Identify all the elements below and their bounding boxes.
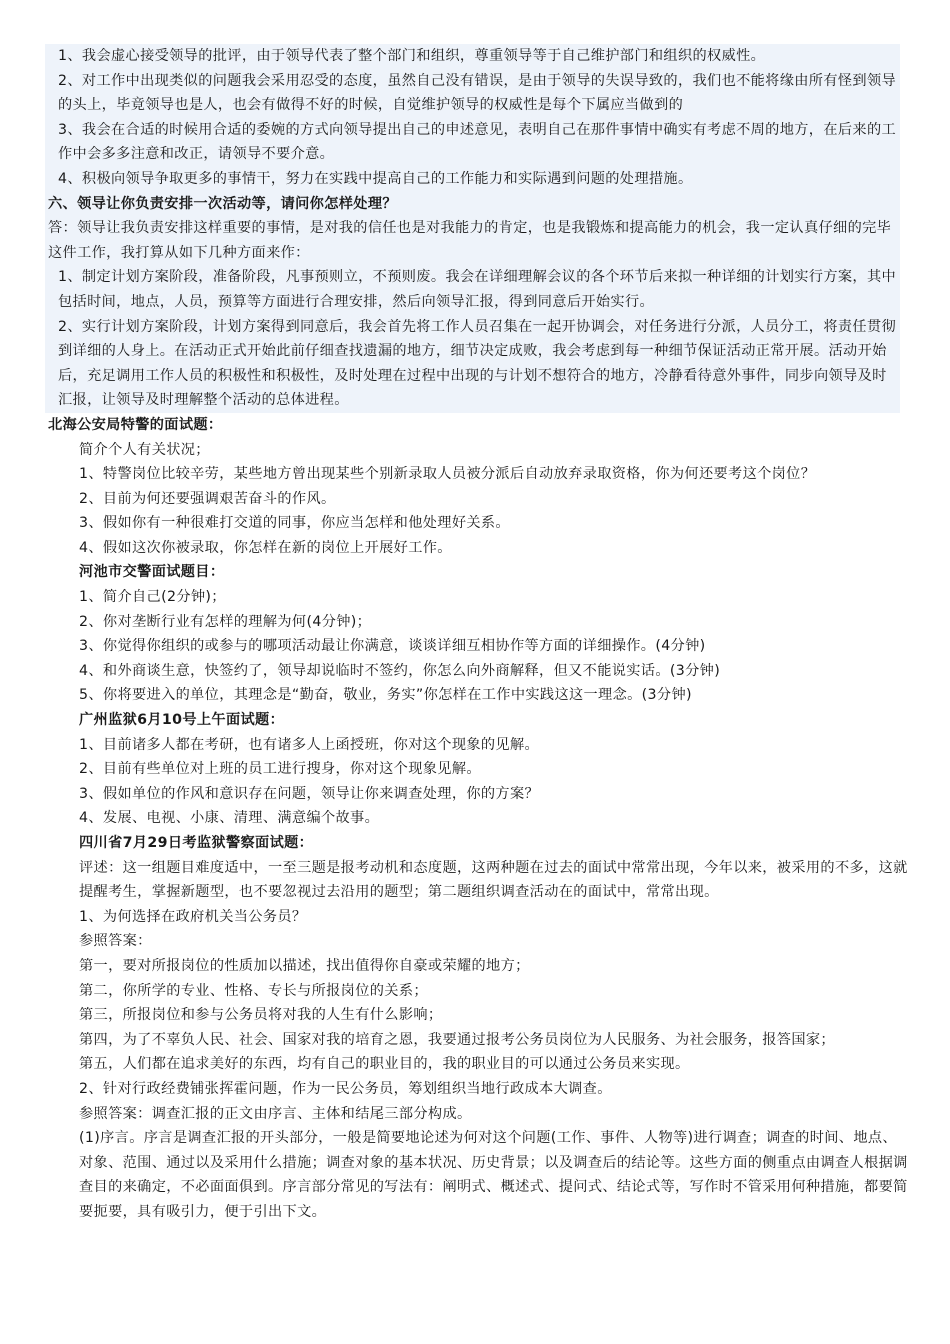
highlighted-block — [45, 44, 900, 413]
sichuan-question-1: 1、为何选择在政府机关当公务员？ — [79, 908, 307, 925]
guangzhou-item-4: 4、发展、电视、小康、清理、满意编个故事。 — [79, 810, 380, 827]
section-six-step-2: 2、实行计划方案阶段，计划方案得到同意后，我会首先将工作人员召集在一起开协调会，对任务进行分派，人员分工，将责任贯彻到详细的人身上。在活动正式开始此前仔细查找遗漏的地方，细节决定成败，我会考虑到每一种细节保证活动正常开展。活动开始后，充足调用工作人员的积极性和积极性，及时处理在过程中出现的与计划不想符合的地方，冷静看待意外事件，同步向领导及时汇报，让领导及时理解整个活动的总体进程。 — [58, 318, 897, 409]
guangzhou-item-3: 3、假如单位的作风和意识存在问题，领导让你来调查处理，你的方案？ — [79, 785, 540, 802]
paragraph-a1: 1、我会虚心接受领导的批评，由于领导代表了整个部门和组织，尊重领导等于自己维护部门和组织的权威性。 — [58, 48, 766, 64]
paragraph-a4: 4、积极向领导争取更多的事情干，努力在实践中提高自己的工作能力和实际遇到问题的处理措施。 — [58, 170, 693, 187]
section-six-step-1: 1、制定计划方案阶段，准备阶段，凡事预则立，不预则废。我会在详细理解会议的各个环节后来拟一种详细的计划实行方案，其中包括时间，地点，人员，预算等方面进行合理安排，然后向领导汇报，得到同意后开始实行。 — [58, 269, 897, 310]
beihai-item-4: 4、假如这次你被录取，你怎样在新的岗位上开展好工作。 — [79, 539, 452, 556]
paragraph-a2: 2、对工作中出现类似的问题我会采用忍受的态度，虽然自己没有错误，是由于领导的失误导致的，我们也不能将缘由所有怪到领导的头上，毕竟领导也是人，也会有做得不好的时候，自觉维护领导的权威性是每个下属应当做到的 — [58, 72, 897, 114]
sichuan-point-3: 第三，所报岗位和参与公务员将对我的人生有什么影响； — [79, 1007, 443, 1024]
beihai-item-2: 2、目前为何还要强调艰苦奋斗的作风。 — [79, 490, 336, 507]
sichuan-question-2: 2、针对行政经费铺张挥霍问题，作为一民公务员，筹划组织当地行政成本大调查。 — [79, 1080, 612, 1097]
beihai-intro: 简介个人有关状况； — [79, 441, 210, 458]
sichuan-point-5: 第五，人们都在追求美好的东西，均有自己的职业目的，我的职业目的可以通过公务员来实现。 — [79, 1056, 690, 1073]
beihai-item-1: 1、特警岗位比较辛劳，某些地方曾出现某些个别新录取人员被分派后自动放弃录取资格，你为何还要考这个岗位？ — [79, 466, 816, 483]
hechi-item-3: 3、你觉得你组织的或参与的哪项活动最让你满意，谈谈详细互相协作等方面的详细操作。(4分钟) — [79, 638, 706, 655]
beihai-item-3: 3、假如你有一种很难打交道的同事，你应当怎样和他处理好关系。 — [79, 515, 510, 532]
section-six-heading: 六、领导让你负责安排一次活动等，请问你怎样处理？ — [48, 195, 397, 212]
sichuan-point-2: 第二，你所学的专业、性格、专长与所报岗位的关系； — [79, 982, 428, 999]
hechi-heading: 河池市交警面试题目： — [79, 564, 225, 581]
sichuan-comment: 评述：这一组题目难度适中，一至三题是报考动机和态度题，这两种题在过去的面试中常常出现，今年以来，被采用的不多，这就提醒考生，掌握新题型，也不要忽视过去沿用的题型；第二题组织调查活动在的面试中，常常出现。 — [79, 859, 908, 901]
hechi-item-5: 5、你将要进入的单位，其理念是“勤奋，敬业，务实”你怎样在工作中实践这这一理念。(3分钟) — [79, 687, 692, 704]
section-six-answer: 答：领导让我负责安排这样重要的事情，是对我的信任也是对我能力的肯定，也是我锻炼和提高能力的机会，我一定认真仔细的完毕这件工作，我打算从如下几种方面来作： — [48, 220, 892, 261]
sichuan-reference-2: 参照答案：调查汇报的正文由序言、主体和结尾三部分构成。 — [79, 1105, 472, 1122]
sichuan-point-1: 第一，要对所报岗位的性质加以描述，找出值得你自豪或荣耀的地方； — [79, 957, 530, 974]
paragraph-a3: 3、我会在合适的时候用合适的委婉的方式向领导提出自己的申述意见，表明自己在那件事情中确实有考虑不周的地方，在后来的工作中会多多注意和改正，请领导不要介意。 — [58, 121, 897, 163]
sichuan-preface: (1)序言。序言是调查汇报的开头部分，一般是简要地论述为何对这个问题(工作、事件、人物等)进行调查；调查的时间、地点、对象、范围、通过以及采用什么措施；调查对象的基本状况、历史背景；以及调查后的结论等。这些方面的侧重点由调查人根据调查目的来确定，不必面面俱到。序言部分常见的写法有：阐明式、概述式、提问式、结论式等，写作时不管采用何种措施，都要简要扼要，具有吸引力，便于引出下文。 — [79, 1130, 908, 1220]
sichuan-reference-label: 参照答案： — [79, 933, 152, 950]
beihai-heading: 北海公安局特警的面试题： — [48, 416, 223, 433]
guangzhou-heading: 广州监狱6月10号上午面试题： — [79, 712, 285, 729]
hechi-item-4: 4、和外商谈生意，快签约了，领导却说临时不签约，你怎么向外商解释，但又不能说实话。(3分钟) — [79, 662, 721, 679]
sichuan-heading: 四川省7月29日考监狱警察面试题： — [79, 835, 314, 851]
hechi-item-1: 1、简介自己(2分钟)； — [79, 589, 226, 606]
sichuan-point-4: 第四，为了不辜负人民、社会、国家对我的培育之恩，我要通过报考公务员岗位为人民服务、为社会服务，报答国家； — [79, 1031, 835, 1048]
guangzhou-item-2: 2、目前有些单位对上班的员工进行搜身，你对这个现象见解。 — [79, 761, 481, 778]
guangzhou-item-1: 1、目前诸多人都在考研，也有诸多人上函授班，你对这个现象的见解。 — [79, 736, 540, 753]
hechi-item-2: 2、你对垄断行业有怎样的理解为何(4分钟)； — [79, 613, 372, 630]
